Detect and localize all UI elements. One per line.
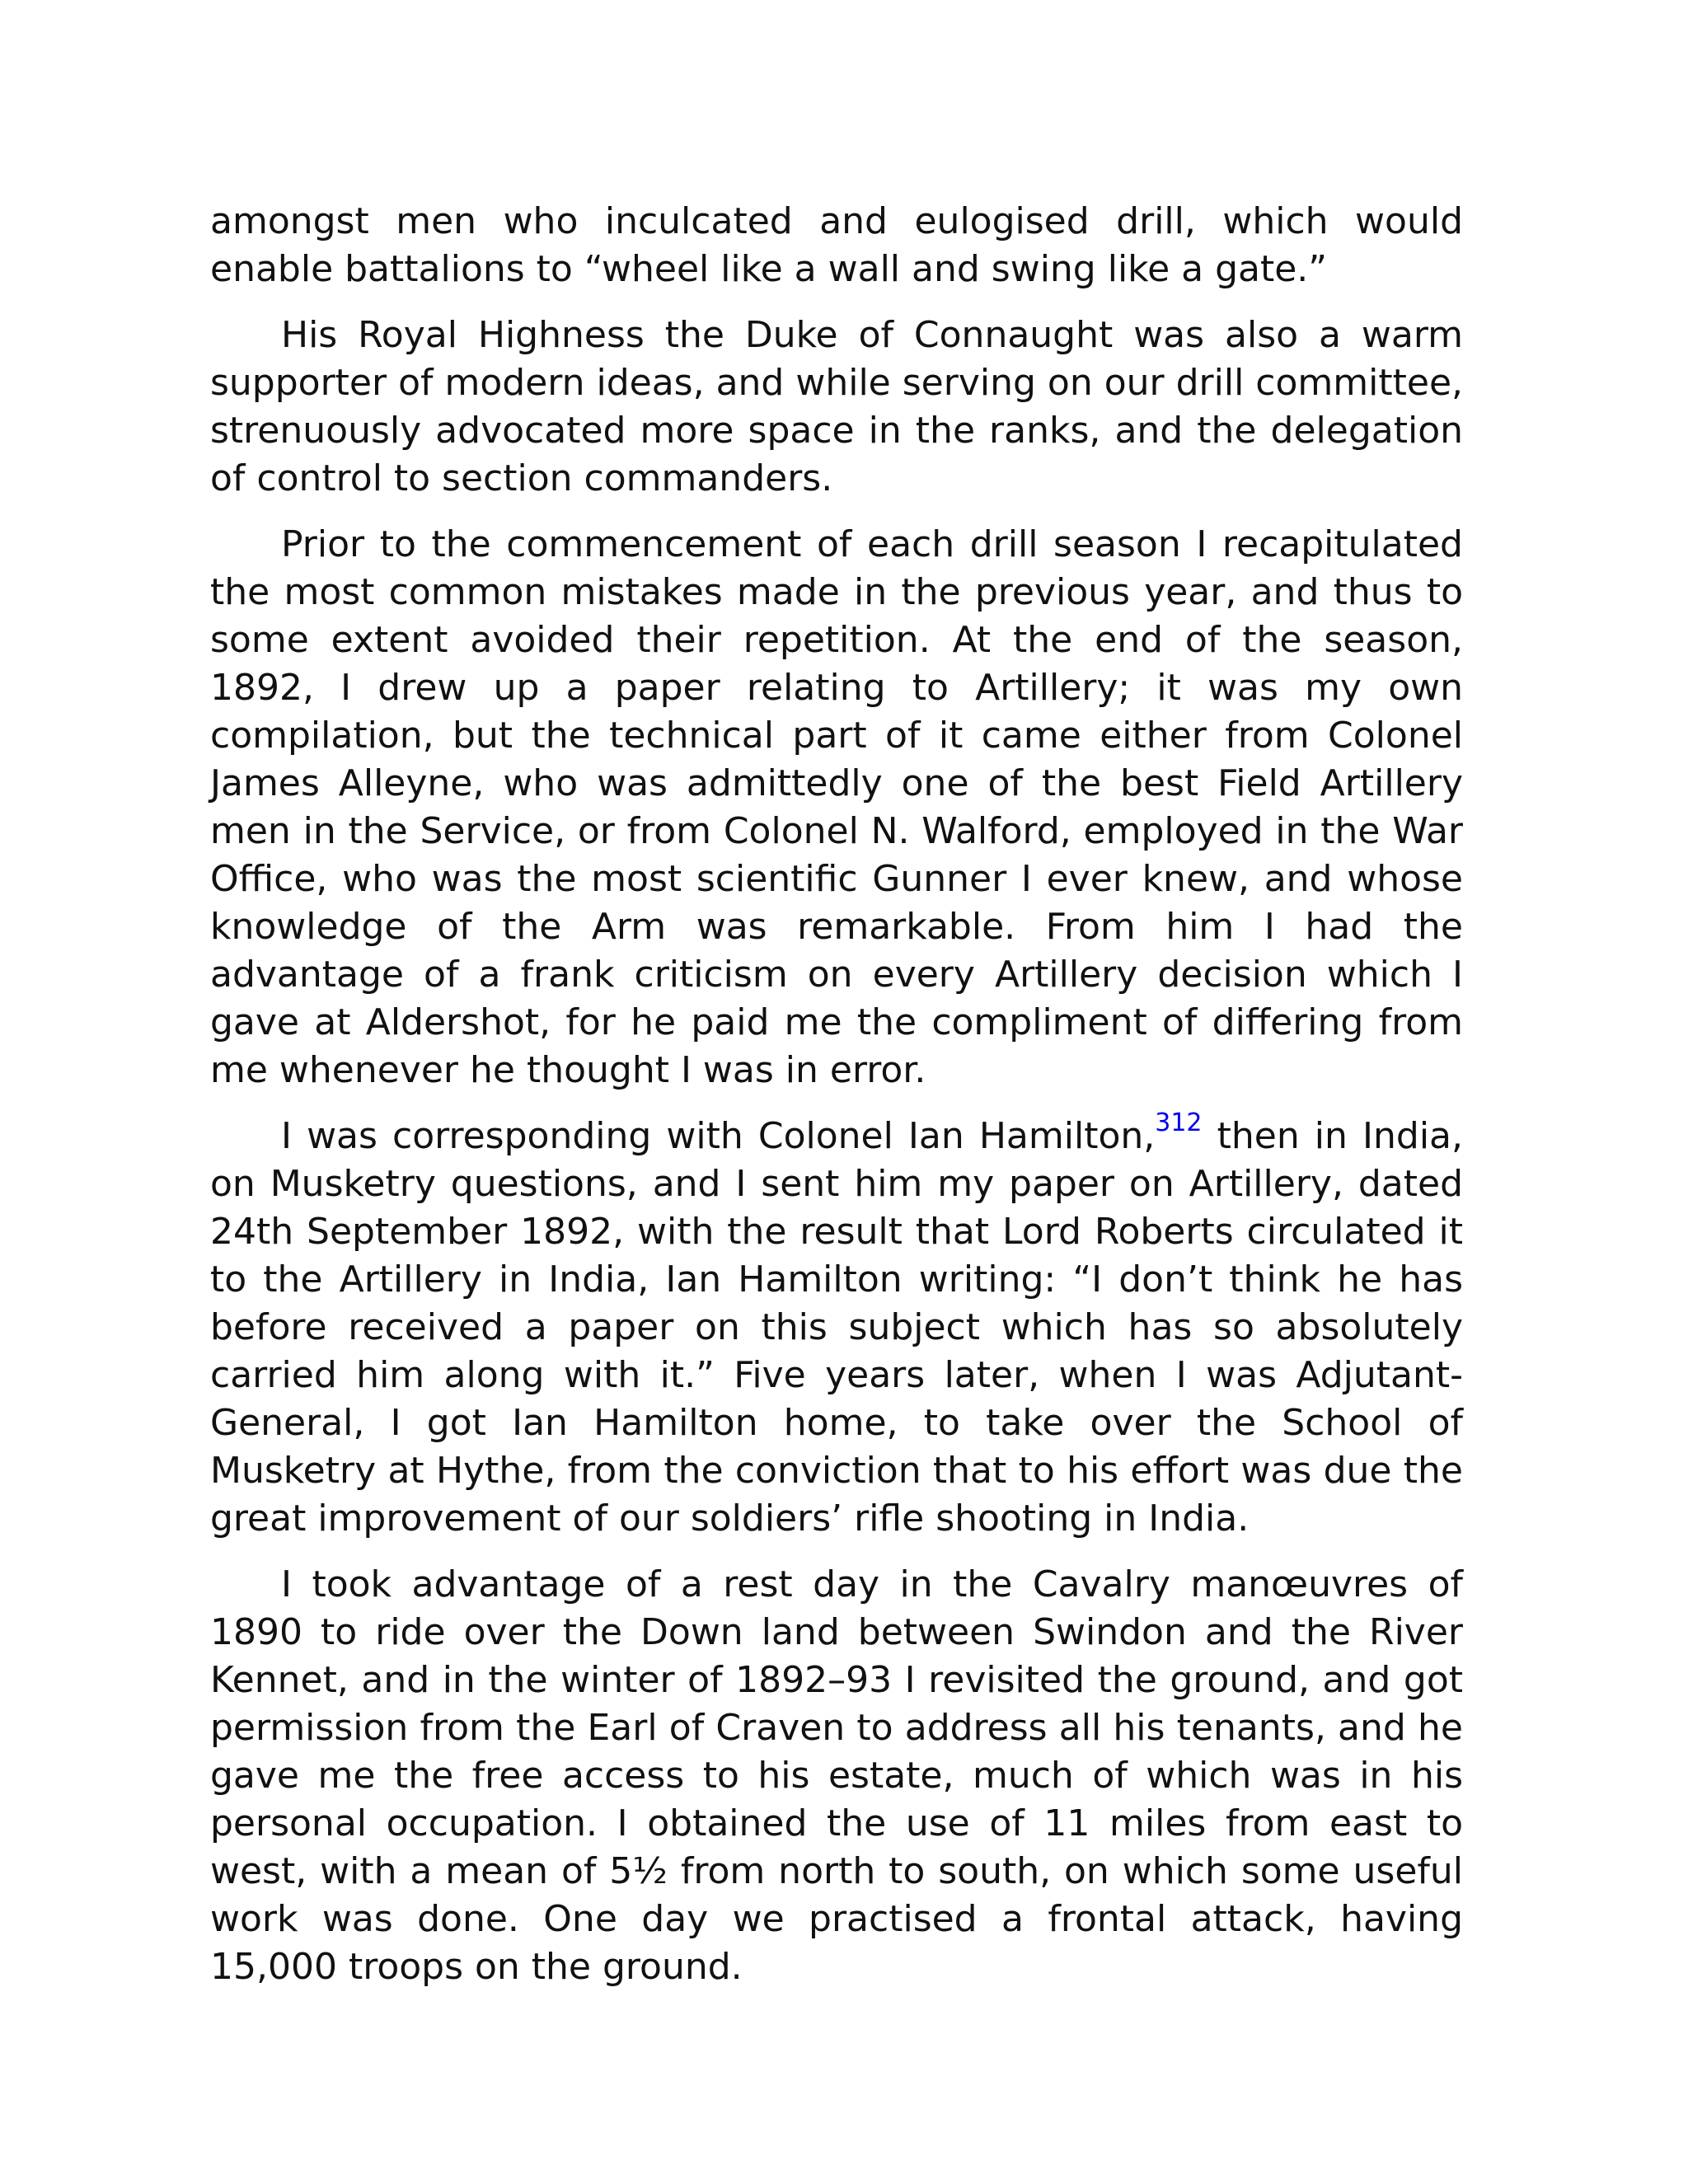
paragraph-artillery-paper: Prior to the commencement of each drill season I recapitulated the most common mistakes made in the previous year, and thus to some extent avoided their repetition. At the end of the season, 1892, I drew up a paper relating to Artillery; it was my own compilation, but the technical part of it came either from Colonel James Alleyne, who was admittedly one of the best Field Artillery men in the Service, or from Colonel N. Walford, employed in the War Office, who was the most scientific Gunner I ever knew, and whose knowledge of the Arm was remarkable. From him I had the advantage of a frank criticism on every Artillery decision which I gave at Aldershot, for he paid me the compliment of differing from me whenever he thought I was in error. [210,523,1463,1091]
paragraph-drill-continuation: amongst men who inculcated and eulogised drill, which would enable battalions to “wheel like a wall and swing like a gate.” [210,200,1463,290]
paragraph-duke-of-connaught: His Royal Highness the Duke of Connaught was also a warm supporter of modern ideas, and while serving on our drill committee, strenuously advocated more space in the ranks, and the delegation of control to section commanders. [210,314,1463,499]
paragraph-cavalry-manoeuvres: I took advantage of a rest day in the Cavalry manœuvres of 1890 to ride over the Down land between Swindon and the River Kennet, and in the winter of 1892–93 I revisited the ground, and got permission from the Earl of Craven to address all his tenants, and he gave me the free access to his estate, much of which was in his personal occupation. I obtained the use of 11 miles from east to west, with a mean of 5½ from north to south, on which some useful work was done. One day we practised a frontal attack, having 15,000 troops on the ground. [210,1563,1463,1988]
paragraph-ian-hamilton [210,1108,1463,1543]
page-body [210,198,1463,2009]
paragraph-text-after-footnote: then in India, on Musketry questions, and I sent him my paper on Artillery, dated 24th September 1892, with the result that Lord Roberts circulated it to the Artillery in India, Ian Hamilton writing: “I don’t think he has before received a paper on this subject which has so absolutely carried him along with it.” Five years later, when I was Adjutant-General, I got Ian Hamilton home, to take over the School of Musketry at Hythe, from the conviction that to his effort was due the great improvement of our soldiers’ rifle shooting in India. [210,1115,1463,1540]
paragraph-text-before-footnote: I was corresponding with Colonel Ian Hamilton, [281,1115,1156,1157]
footnote-link[interactable]: 312 [1155,1108,1203,1137]
